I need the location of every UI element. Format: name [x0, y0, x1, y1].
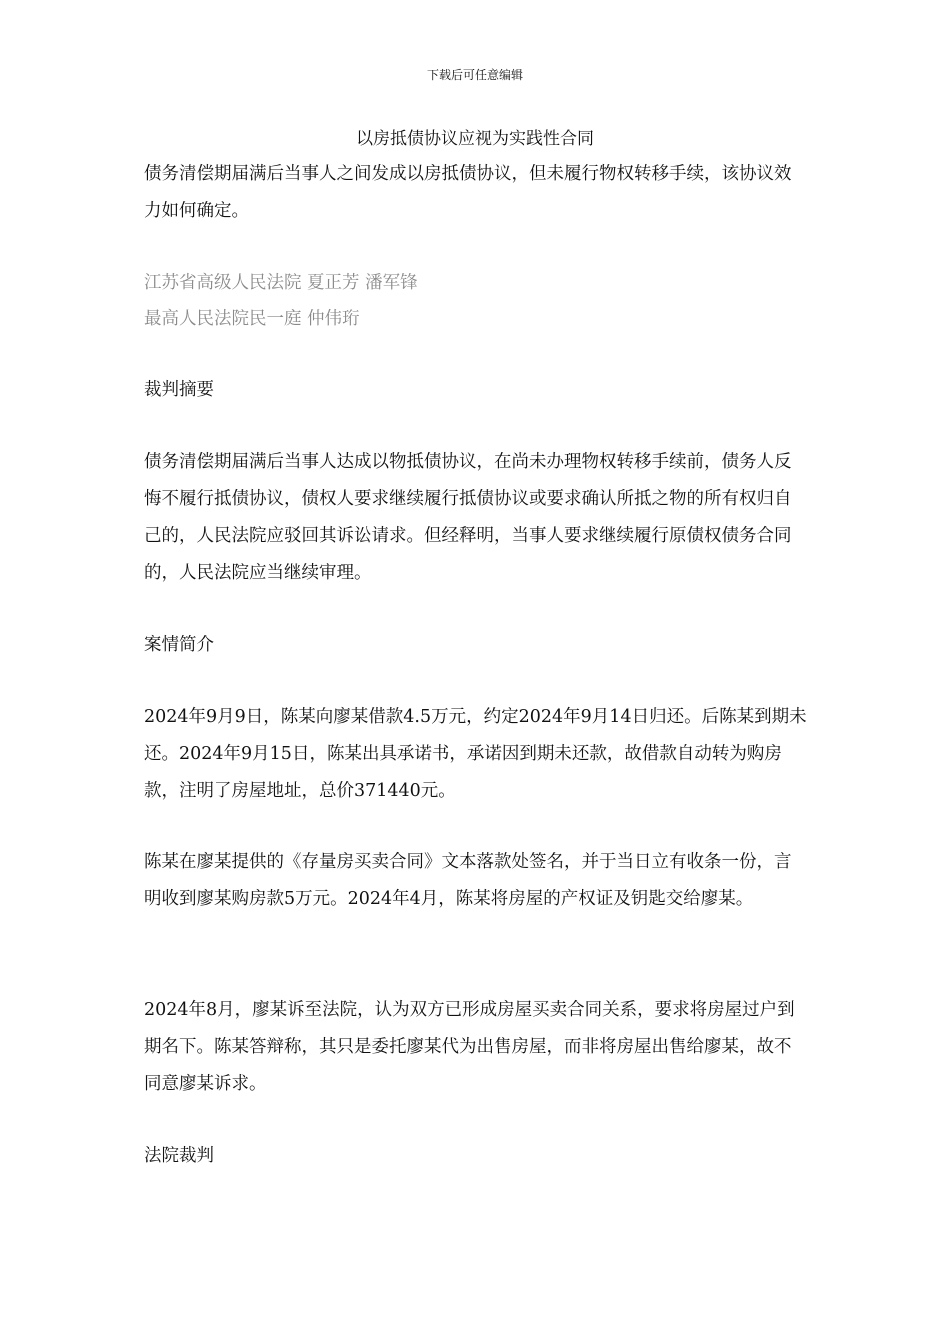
author-byline: [144, 265, 808, 337]
author-line-2: 最高人民法院民一庭 仲伟珩: [144, 309, 360, 329]
case-paragraph-1: 2024年9月9日，陈某向廖某借款4.5万元，约定2024年9月14日归还。后陈某到期未还。2024年9月15日，陈某出具承诺书，承诺因到期未还款，故借款自动转为购房款，注明了房屋地址，总价371440元。: [144, 707, 807, 801]
summary-heading: 裁判摘要: [144, 380, 214, 400]
case-heading: 案情简介: [144, 635, 214, 655]
case-paragraph-2: 陈某在廖某提供的《存量房买卖合同》文本落款处签名，并于当日立有收条一份，言明收到廖某购房款5万元。2024年4月，陈某将房屋的产权证及钥匙交给廖某。: [144, 852, 792, 909]
author-line-1: 江苏省高级人民法院 夏正芳 潘军锋: [144, 273, 418, 293]
case-paragraph-3: 2024年8月，廖某诉至法院，认为双方已形成房屋买卖合同关系，要求将房屋过户到期名下。陈某答辩称，其只是委托廖某代为出售房屋，而非将房屋出售给廖某，故不同意廖某诉求。: [144, 1000, 795, 1094]
lead-question: 债务清偿期届满后当事人之间发成以房抵债协议，但未履行物权转移手续，该协议效力如何确定。: [144, 164, 792, 221]
header-note: 下载后可任意编辑: [426, 68, 523, 82]
judgment-heading: 法院裁判: [144, 1146, 214, 1166]
document-title: 以房抵债协议应视为实践性合同: [356, 129, 594, 149]
summary-paragraph: 债务清偿期届满后当事人达成以物抵债协议，在尚未办理物权转移手续前，债务人反悔不履行抵债协议，债权人要求继续履行抵债协议或要求确认所抵之物的所有权归自己的，人民法院应驳回其诉讼请求。但经释明，当事人要求继续履行原债权债务合同的，人民法院应当继续审理。: [144, 452, 792, 583]
